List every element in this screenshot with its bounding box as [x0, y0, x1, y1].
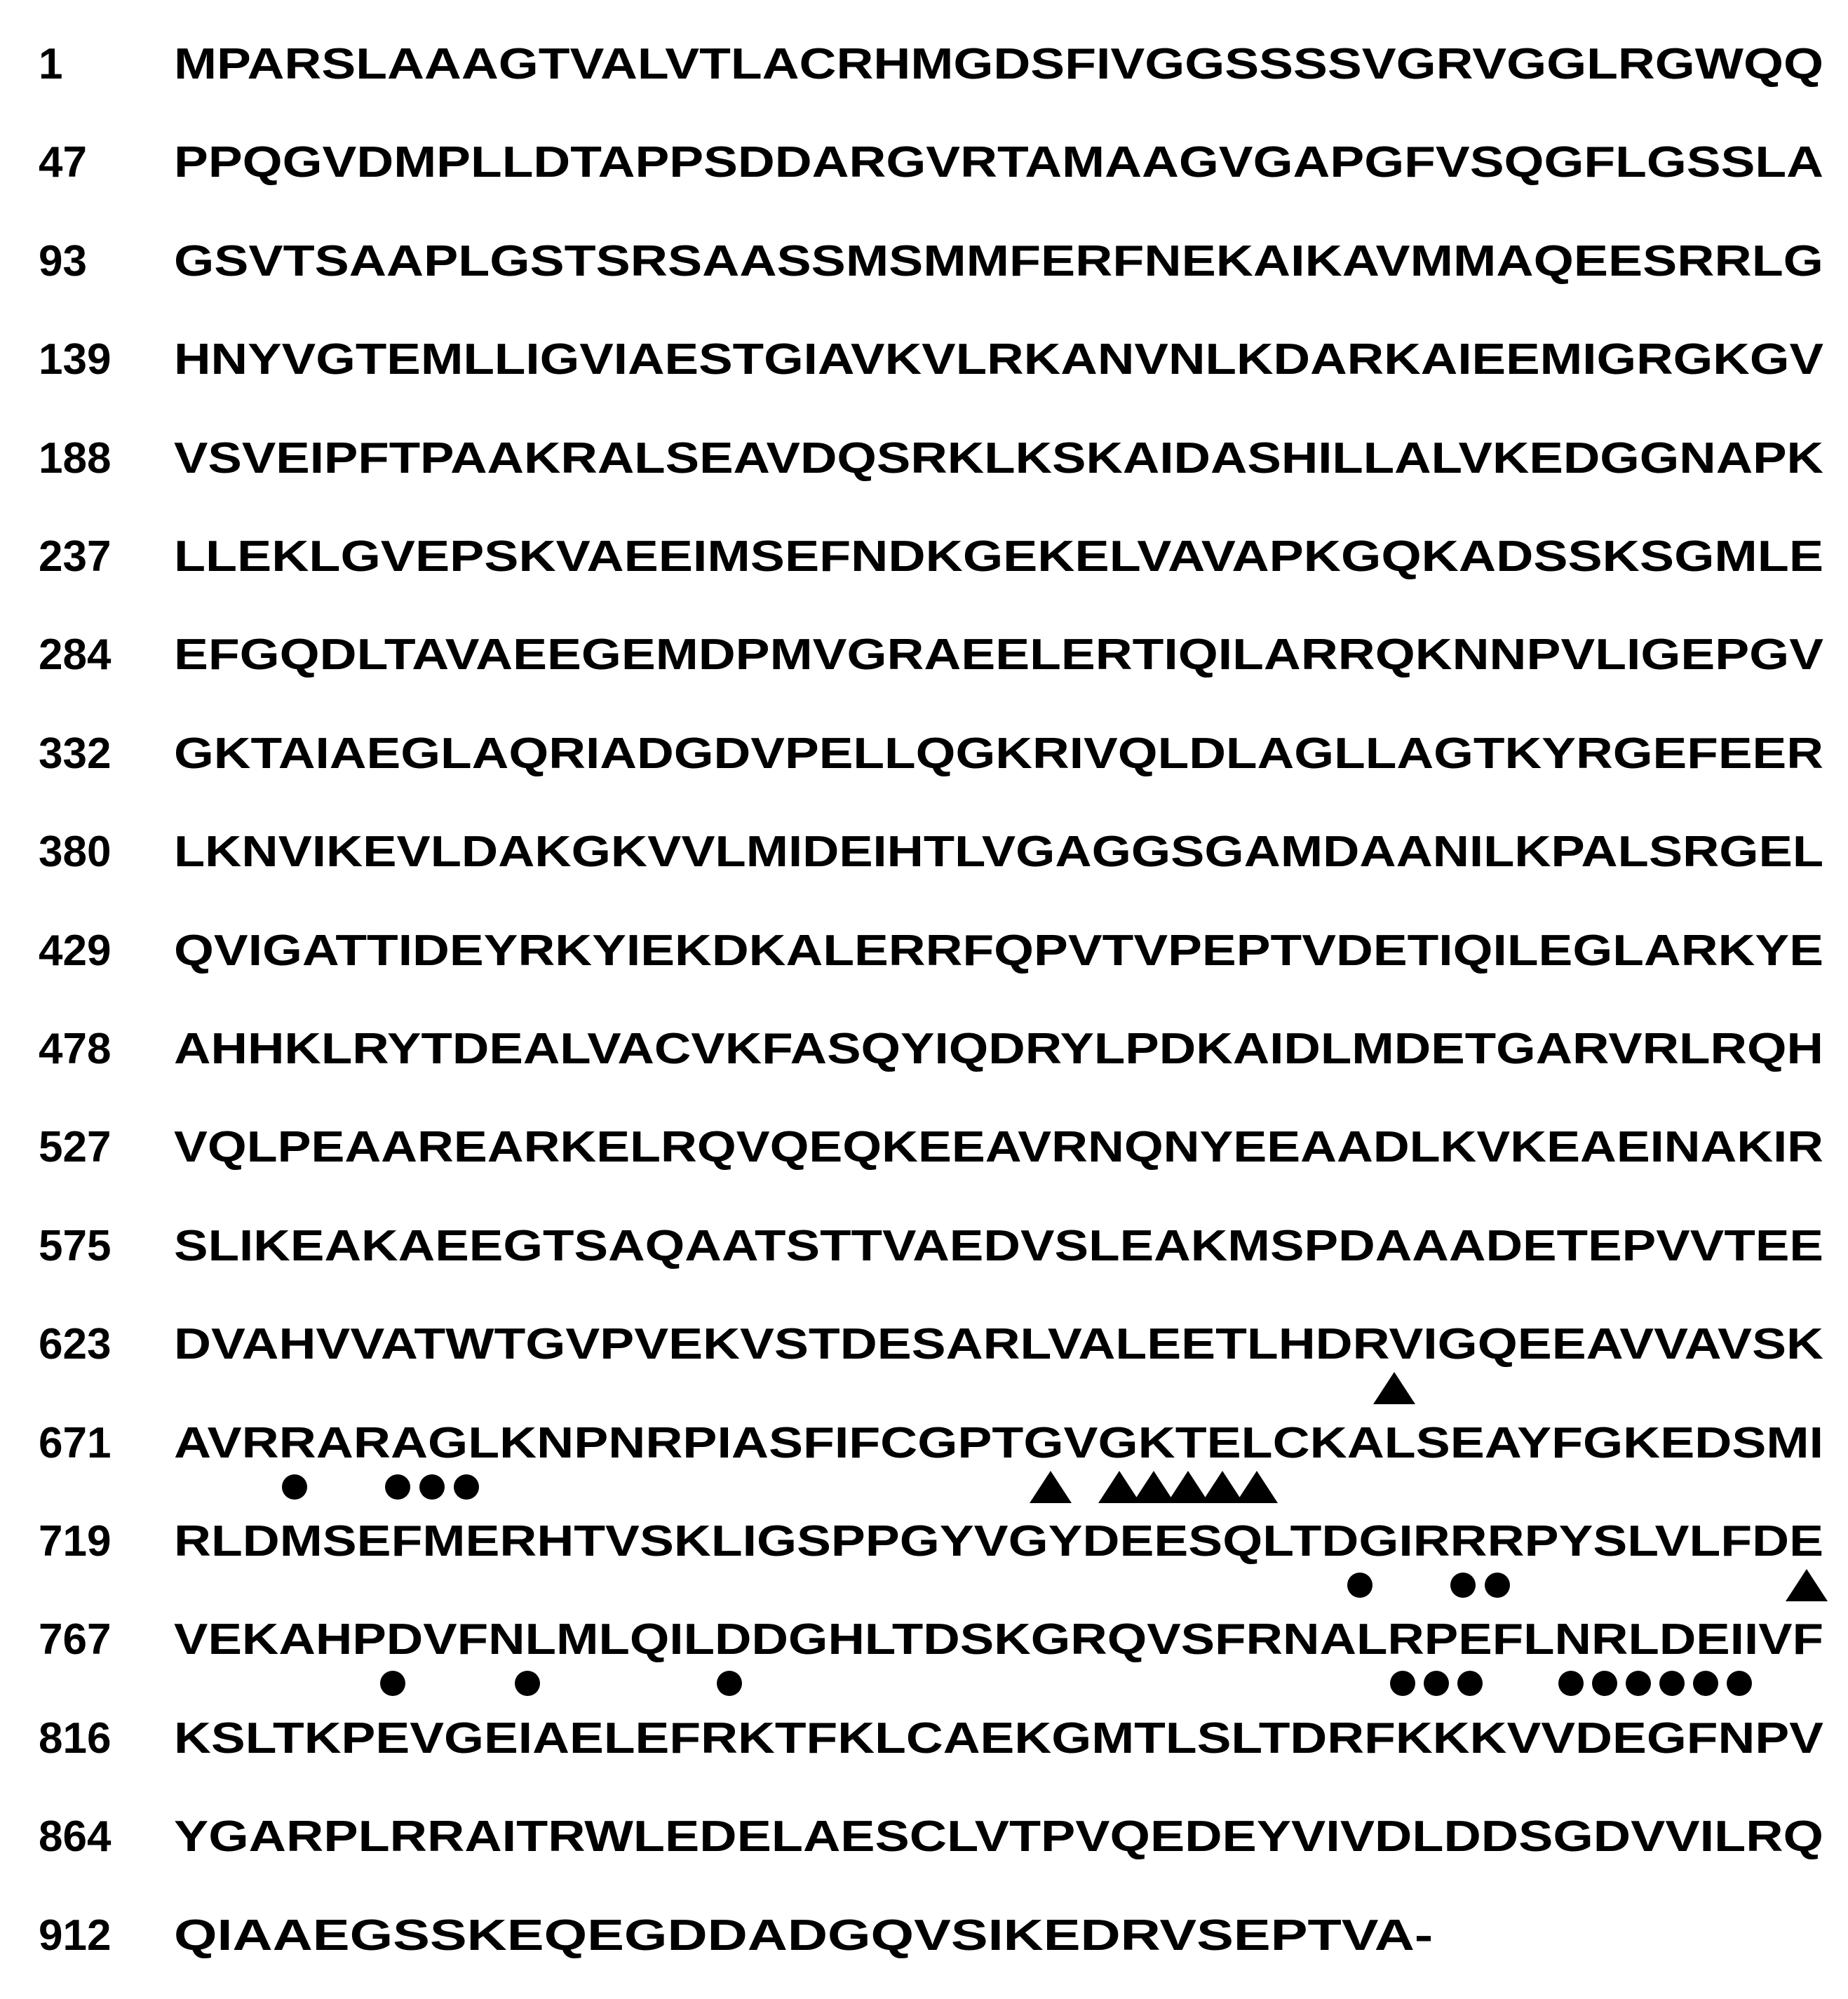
sequence-text: EFGQDLTAVAEEGEMDPMVGRAEELERTIQILARRQKNNPVLIGEPGV: [174, 631, 1823, 680]
sequence-text: AHHKLRYTDEALVACVKFASQYIQDRYLPDKAIDLMDETGARVRLRQH: [174, 1025, 1823, 1073]
circle-icon: [1626, 1671, 1651, 1696]
sequence-row: [0, 1218, 1848, 1274]
sequence-row: [0, 726, 1848, 782]
triangle-icon: [1786, 1569, 1828, 1601]
triangle-icon: [1030, 1471, 1072, 1503]
sequence-text: VQLPEAAREARKELRQVQEQKEEAVRNQNYEEAADLKVKEAEINAKIR: [174, 1123, 1823, 1172]
sequence-row: [0, 1514, 1848, 1570]
sequence-text: LLEKLGVEPSKVAEEIMSEFNDKGEKELVAVAPKGQKADSSKSGMLE: [174, 532, 1823, 581]
residue-number: 93: [39, 236, 87, 285]
circle-icon: [1558, 1671, 1584, 1696]
sequence-row: [0, 234, 1848, 290]
residue-number: 816: [39, 1714, 112, 1763]
sequence-text: QIAAEGSSKEQEGDDADGQVSIKEDRVSEPTVA-: [174, 1911, 1434, 1960]
sequence-row: [0, 1612, 1848, 1668]
sequence-text: AVRRARAGLKNPNRPIASFIFCGPTGVGKTELCKALSEAYFGKEDSMI: [174, 1418, 1823, 1467]
sequence-row: [0, 1809, 1848, 1865]
sequence-row: [0, 824, 1848, 880]
residue-number: 188: [39, 433, 112, 483]
sequence-text: RLDMSEFMERHTVSKLIGSPPGYVGYDEESQLTDGIRRRPYSLVLFDE: [174, 1517, 1823, 1566]
sequence-text: PPQGVDMPLLDTAPPSDDARGVRTAMAAGVGAPGFVSQGFLGSSLA: [174, 138, 1823, 187]
sequence-row: [0, 627, 1848, 683]
sequence-row: [0, 332, 1848, 388]
circle-icon: [1450, 1573, 1476, 1598]
circle-icon: [385, 1474, 410, 1500]
residue-number: 864: [39, 1812, 112, 1862]
residue-number: 237: [39, 532, 112, 581]
circle-icon: [717, 1671, 742, 1696]
sequence-row: [0, 36, 1848, 93]
triangle-icon: [1373, 1372, 1415, 1404]
sequence-row: [0, 135, 1848, 191]
sequence-text: KSLTKPEVGEIAELEFRKTFKLCAEKGMTLSLTDRFKKKVVDEGFNPV: [174, 1714, 1823, 1763]
circle-icon: [454, 1474, 479, 1500]
triangle-icon: [1236, 1471, 1278, 1503]
residue-number: 719: [39, 1517, 112, 1566]
sequence-row: [0, 1119, 1848, 1176]
residue-number: 332: [39, 729, 112, 778]
circle-icon: [1424, 1671, 1449, 1696]
sequence-text: HNYVGTEMLLIGVIAESTGIAVKVLRKANVNLKDARKAIEEMIGRGKGV: [174, 335, 1823, 384]
circle-icon: [380, 1671, 405, 1696]
sequence-text: GSVTSAAPLGSTSRSAASSMSMMFERFNEKAIKAVMMAQEESRRLG: [174, 236, 1823, 285]
sequence-row: [0, 1415, 1848, 1472]
sequence-text: VSVEIPFTPAAKRALSEAVDQSRKLKSKAIDASHILLALVKEDGGNAPK: [174, 433, 1823, 483]
sequence-text: VEKAHPDVFNLMLQILDDGHLTDSKGRQVSFRNALRPEFLNRLDEIIVF: [174, 1615, 1823, 1664]
circle-icon: [1727, 1671, 1752, 1696]
sequence-text: SLIKEAKAEEGTSAQAATSTTVAEDVSLEAKMSPDAAADETEPVVTEE: [174, 1221, 1823, 1270]
sequence-row: [0, 431, 1848, 487]
residue-number: 284: [39, 631, 112, 680]
sequence-row: [0, 923, 1848, 979]
sequence-row: [0, 1317, 1848, 1373]
sequence-text: DVAHVVATWTGVPVEKVSTDESARLVALEETLHDRVIGQEEAVVAVSK: [174, 1320, 1823, 1369]
sequence-text: LKNVIKEVLDAKGKVVLMIDEIHTLVGAGGSGAMDAANILKPALSRGEL: [174, 828, 1823, 877]
residue-number: 767: [39, 1615, 112, 1664]
residue-number: 478: [39, 1025, 112, 1073]
residue-number: 671: [39, 1418, 112, 1467]
residue-number: 429: [39, 926, 112, 975]
sequence-row: [0, 1711, 1848, 1767]
residue-number: 912: [39, 1911, 112, 1960]
circle-icon: [1390, 1671, 1415, 1696]
circle-icon: [515, 1671, 540, 1696]
circle-icon: [1485, 1573, 1510, 1598]
residue-number: 380: [39, 828, 112, 877]
sequence-row: [0, 1021, 1848, 1077]
sequence-text: MPARSLAAAGTVALVTLACRHMGDSFIVGGSSSSVGRVGGLRGWQQ: [174, 40, 1823, 88]
sequence-text: GKTAIAEGLAQRIADGDVPELLQGKRIVQLDLAGLLAGTKYRGEFEER: [174, 729, 1823, 778]
circle-icon: [1592, 1671, 1617, 1696]
residue-number: 623: [39, 1320, 112, 1369]
residue-number: 575: [39, 1221, 112, 1270]
circle-icon: [1457, 1671, 1483, 1696]
sequence-row: [0, 1908, 1848, 1964]
circle-icon: [1347, 1573, 1372, 1598]
sequence-text: YGARPLRRAITRWLEDELAESCLVTPVQEDEYVIVDLDDSGDVVILRQ: [174, 1812, 1823, 1862]
residue-number: 47: [39, 138, 87, 187]
sequence-text: QVIGATTIDEYRKYIEKDKALERRFQPVTVPEPTVDETIQILEGLARKYE: [174, 926, 1823, 975]
sequence-row: [0, 529, 1848, 585]
circle-icon: [419, 1474, 445, 1500]
residue-number: 1: [39, 40, 63, 88]
circle-icon: [1693, 1671, 1718, 1696]
circle-icon: [282, 1474, 307, 1500]
residue-number: 527: [39, 1123, 112, 1172]
circle-icon: [1659, 1671, 1685, 1696]
residue-number: 139: [39, 335, 112, 384]
